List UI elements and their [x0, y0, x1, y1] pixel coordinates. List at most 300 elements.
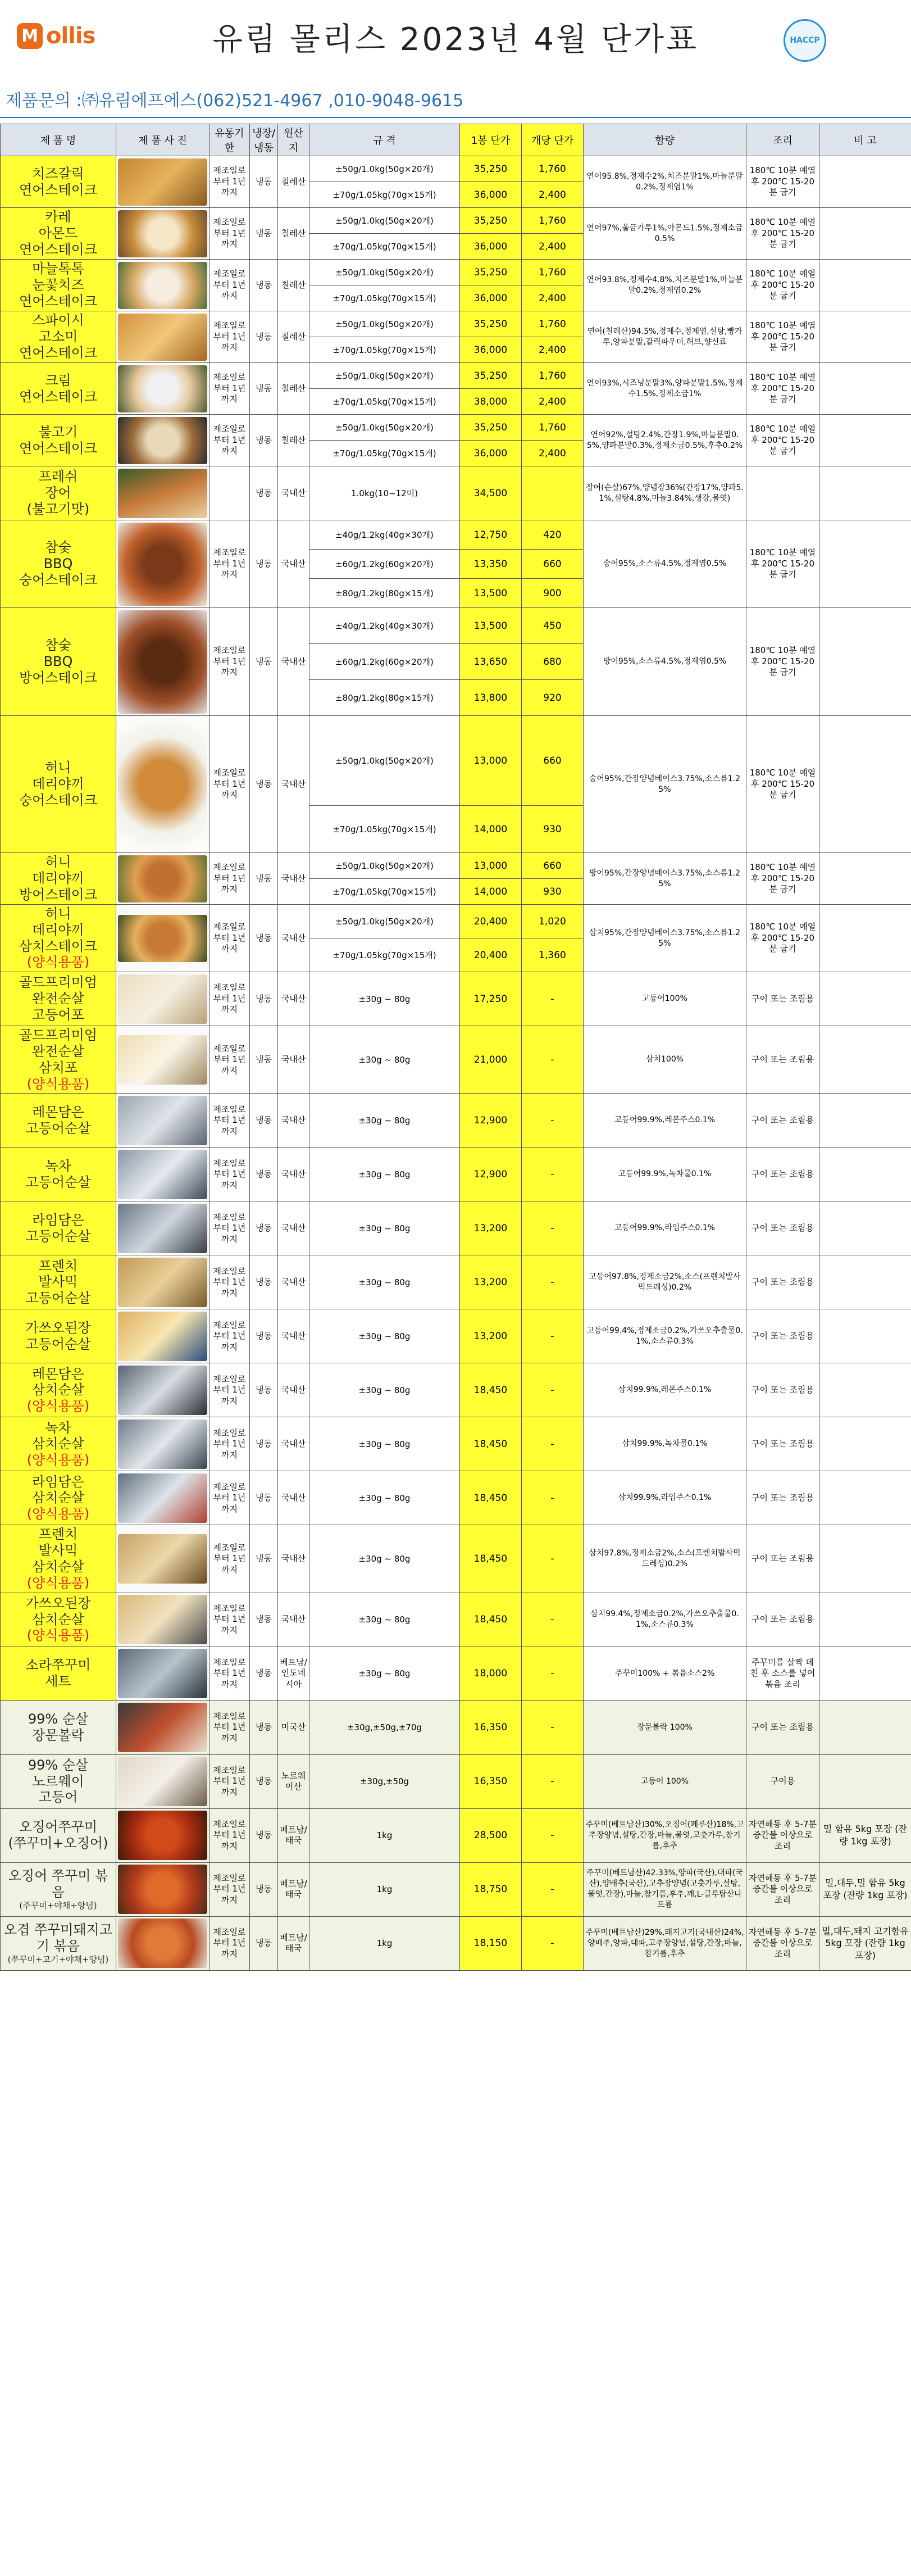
ingredients-cell: 연어95.8%,정제수2%,치즈분말1%,마늘분말0.2%,정제염1% — [584, 156, 746, 208]
storage-cell: 냉동 — [250, 1094, 278, 1148]
bag-price-cell: 13,500 — [460, 608, 522, 644]
storage-cell: 냉동 — [250, 520, 278, 608]
bag-price-cell: 35,250 — [460, 363, 522, 389]
table-row — [1, 260, 911, 285]
spec-cell: ±50g/1.0kg(50g×20개) — [309, 260, 460, 285]
spec-cell: ±30g ~ 80g — [309, 1525, 460, 1593]
product-photo-cell — [116, 1862, 209, 1916]
product-name-cell — [1, 853, 116, 905]
table-row — [1, 1026, 911, 1094]
col-header-photo: 제 품 사 진 — [116, 124, 209, 156]
product-photo — [118, 365, 207, 412]
ingredients-cell: 삼치99.9%,레몬주스0.1% — [584, 1363, 746, 1417]
shelf-life-cell: 제조일로 부터 1년 까지 — [209, 1916, 250, 1970]
table-row — [1, 1754, 911, 1808]
cooking-cell: 구이 또는 조림용 — [746, 1026, 819, 1094]
product-name: 참숯 BBQ 방어스테이크 — [19, 637, 98, 686]
cooking-cell: 자연해동 후 5-7분 중간불 이상으로 조리 — [746, 1916, 819, 1970]
note-cell — [819, 1026, 911, 1094]
spec-cell: ±30g,±50g — [309, 1754, 460, 1808]
ingredients-cell: 연어92%,설탕2.4%,간장1.9%,마늘분말0.5%,양파분말0.3%,정제소금0.5%,후추0.2% — [584, 415, 746, 466]
ingredients-cell: 주꾸미(베트남산)29%,돼지고기(국내산)24%,양배추,양파,대파,고추장양념,설탕,간장,마늘,참기름,후추 — [584, 1916, 746, 1970]
product-photo — [118, 1096, 207, 1145]
spec-cell: ±30g ~ 80g — [309, 1417, 460, 1471]
cooking-cell: 180℃ 10분 예열 후 200℃ 15-20분 굽기 — [746, 363, 819, 415]
unit-price-cell: 2,400 — [522, 182, 584, 208]
origin-cell: 국내산 — [278, 1417, 309, 1471]
unit-price-cell: 1,020 — [522, 905, 584, 938]
ingredients-cell: 삼치100% — [584, 1026, 746, 1094]
shelf-life-cell: 제조일로 부터 1년 까지 — [209, 1754, 250, 1808]
cooking-cell: 구이용 — [746, 1754, 819, 1808]
ingredients-cell: 장어(순살)67%,양념장36%(간장17%,양파5.1%,설탕4.8%,마늘3.84%,생강,물엿) — [584, 466, 746, 520]
spec-cell: ±70g/1.05kg(70g×15개) — [309, 938, 460, 972]
shelf-life-cell: 제조일로 부터 1년 까지 — [209, 260, 250, 311]
origin-cell: 국내산 — [278, 1363, 309, 1417]
shelf-life-cell: 제조일로 부터 1년 까지 — [209, 1862, 250, 1916]
cooking-cell: 구이 또는 조림용 — [746, 1309, 819, 1363]
unit-price-cell: 2,400 — [522, 285, 584, 311]
origin-cell: 국내산 — [278, 608, 309, 716]
product-name: 오징어쭈꾸미 (쭈꾸미+오징어) — [8, 1819, 108, 1852]
product-photo-cell — [116, 415, 209, 466]
unit-price-cell: 1,760 — [522, 363, 584, 389]
shelf-life-cell: 제조일로 부터 1년 까지 — [209, 208, 250, 260]
note-cell — [819, 466, 911, 520]
origin-cell: 국내산 — [278, 1309, 309, 1363]
spec-cell: ±50g/1.0kg(50g×20개) — [309, 905, 460, 938]
unit-price-cell: 1,760 — [522, 311, 584, 337]
shelf-life-cell — [209, 466, 250, 520]
product-name: 치즈갈릭 연어스테이크 — [19, 165, 98, 198]
cooking-cell: 180℃ 10분 예열 후 200℃ 15-20분 굽기 — [746, 905, 819, 972]
product-subtitle: (양식용품) — [26, 954, 90, 970]
table-row — [1, 363, 911, 389]
product-name-cell — [1, 1201, 116, 1255]
product-photo-cell — [116, 1525, 209, 1593]
storage-cell: 냉동 — [250, 156, 278, 208]
spec-cell: ±50g/1.0kg(50g×20개) — [309, 716, 460, 806]
note-cell — [819, 208, 911, 260]
product-photo-cell — [116, 1148, 209, 1201]
bag-price-cell: 18,450 — [460, 1471, 522, 1525]
table-row — [1, 1309, 911, 1363]
ingredients-cell: 연어93%,시즈닝분말3%,양파분말1.5%,정제수1.5%,정제소금1% — [584, 363, 746, 415]
bag-price-cell: 18,450 — [460, 1363, 522, 1417]
unit-price-cell: - — [522, 1754, 584, 1808]
shelf-life-cell: 제조일로 부터 1년 까지 — [209, 415, 250, 466]
origin-cell: 베트남/인도네시아 — [278, 1647, 309, 1700]
product-name: 오징어 쭈꾸미 볶음 — [8, 1868, 108, 1901]
product-name: 마늘톡톡 눈꽃치즈 연어스테이크 — [19, 261, 98, 309]
product-photo — [118, 469, 207, 518]
product-name-cell — [1, 363, 116, 415]
product-photo — [118, 718, 207, 851]
bag-price-cell: 20,400 — [460, 905, 522, 938]
spec-cell: ±80g/1.2kg(80g×15개) — [309, 579, 460, 608]
note-cell — [819, 1148, 911, 1201]
product-name: 99% 순살 노르웨이 고등어 — [28, 1757, 89, 1806]
spec-cell: ±40g/1.2kg(40g×30개) — [309, 520, 460, 550]
bag-price-cell: 18,450 — [460, 1417, 522, 1471]
product-photo — [118, 855, 207, 902]
spec-cell: ±60g/1.2kg(60g×20개) — [309, 550, 460, 579]
bag-price-cell: 12,900 — [460, 1148, 522, 1201]
ingredients-cell: 삼치99.4%,정제소금0.2%,가쓰오추출물0.1%,소스류0.3% — [584, 1593, 746, 1647]
cooking-cell: 구이 또는 조림용 — [746, 1363, 819, 1417]
bag-price-cell: 21,000 — [460, 1026, 522, 1094]
origin-cell: 칠레산 — [278, 156, 309, 208]
spec-cell: 1kg — [309, 1916, 460, 1970]
unit-price-cell: 2,400 — [522, 441, 584, 466]
ingredients-cell: 고등어99.9%,녹차물0.1% — [584, 1148, 746, 1201]
ingredients-cell: 주꾸미100% + 볶음소스2% — [584, 1647, 746, 1700]
product-name: 레몬담은 고등어순살 — [25, 1104, 91, 1136]
table-row — [1, 716, 911, 806]
storage-cell: 냉동 — [250, 1255, 278, 1309]
storage-cell: 냉동 — [250, 1471, 278, 1525]
product-name-cell — [1, 972, 116, 1026]
product-photo-cell — [116, 1201, 209, 1255]
unit-price-cell: - — [522, 1363, 584, 1417]
unit-price-cell: 450 — [522, 608, 584, 644]
bag-price-cell: 18,750 — [460, 1862, 522, 1916]
cooking-cell: 구이 또는 조림용 — [746, 972, 819, 1026]
spec-cell: ±70g/1.05kg(70g×15개) — [309, 389, 460, 415]
table-row — [1, 1255, 911, 1309]
bag-price-cell: 35,250 — [460, 415, 522, 441]
divider — [0, 117, 911, 118]
product-name-detail: (주꾸미+야채+양념) — [19, 1900, 97, 1911]
logo-text: ollis — [46, 23, 95, 49]
product-name: 오겹 쭈꾸미돼지고기 볶음 — [3, 1922, 113, 1954]
bag-price-cell: 35,250 — [460, 208, 522, 234]
note-cell — [819, 1647, 911, 1700]
bag-price-cell: 16,350 — [460, 1700, 522, 1754]
shelf-life-cell: 제조일로 부터 1년 까지 — [209, 1417, 250, 1471]
product-name: 녹차 고등어순살 — [25, 1158, 91, 1190]
unit-price-cell: - — [522, 1255, 584, 1309]
ingredients-cell: 고등어99.9%,레몬주스0.1% — [584, 1094, 746, 1148]
origin-cell: 칠레산 — [278, 311, 309, 363]
spec-cell: ±30g ~ 80g — [309, 1094, 460, 1148]
table-row — [1, 972, 911, 1026]
col-header-spec: 규 격 — [309, 124, 460, 156]
shelf-life-cell: 제조일로 부터 1년 까지 — [209, 156, 250, 208]
cooking-cell: 구이 또는 조림용 — [746, 1201, 819, 1255]
origin-cell: 국내산 — [278, 905, 309, 972]
haccp-badge-icon: HACCP — [784, 19, 826, 62]
bag-price-cell: 28,500 — [460, 1808, 522, 1862]
table-row — [1, 1862, 911, 1916]
unit-price-cell: 1,760 — [522, 156, 584, 182]
note-cell — [819, 260, 911, 311]
bag-price-cell: 18,450 — [460, 1593, 522, 1647]
product-name: 참숯 BBQ 숭어스테이크 — [19, 539, 98, 588]
table-row — [1, 1148, 911, 1201]
unit-price-cell: - — [522, 1700, 584, 1754]
shelf-life-cell: 제조일로 부터 1년 까지 — [209, 363, 250, 415]
table-row — [1, 1525, 911, 1593]
product-name-cell — [1, 1094, 116, 1148]
note-cell — [819, 1700, 911, 1754]
bag-price-cell: 13,350 — [460, 550, 522, 579]
unit-price-cell: 930 — [522, 879, 584, 905]
product-name-cell — [1, 1916, 116, 1970]
product-name: 프렌치 발사믹 삼치순살 — [32, 1526, 84, 1575]
product-photo — [118, 523, 207, 606]
product-photo — [118, 1811, 207, 1860]
product-name: 소라쭈꾸미 세트 — [25, 1657, 91, 1690]
origin-cell: 국내산 — [278, 1026, 309, 1094]
origin-cell: 미국산 — [278, 1700, 309, 1754]
product-name: 불고기 연어스테이크 — [19, 424, 98, 456]
spec-cell: 1.0kg(10~12미) — [309, 466, 460, 520]
spec-cell: 1kg — [309, 1862, 460, 1916]
product-photo-cell — [116, 1471, 209, 1525]
product-name-cell — [1, 1148, 116, 1201]
spec-cell: ±50g/1.0kg(50g×20개) — [309, 208, 460, 234]
spec-cell: ±50g/1.0kg(50g×20개) — [309, 853, 460, 879]
shelf-life-cell: 제조일로 부터 1년 까지 — [209, 311, 250, 363]
product-photo — [118, 1258, 207, 1307]
cooking-cell: 구이 또는 조림용 — [746, 1593, 819, 1647]
product-photo-cell — [116, 1363, 209, 1417]
product-photo-cell — [116, 853, 209, 905]
product-name-cell — [1, 1808, 116, 1862]
spec-cell: ±30g ~ 80g — [309, 1201, 460, 1255]
table-row — [1, 1808, 911, 1862]
product-photo-cell — [116, 1700, 209, 1754]
bag-price-cell: 34,500 — [460, 466, 522, 520]
product-name-cell — [1, 260, 116, 311]
note-cell — [819, 1417, 911, 1471]
unit-price-cell — [522, 466, 584, 520]
product-photo-cell — [116, 905, 209, 972]
ingredients-cell: 고등어99.4%,정제소금0.2%,가쓰오추출물0.1%,소스류0.3% — [584, 1309, 746, 1363]
unit-price-cell: 930 — [522, 806, 584, 853]
product-photo-cell — [116, 608, 209, 716]
bag-price-cell: 13,200 — [460, 1255, 522, 1309]
ingredients-cell: 연어93.8%,정제수4.8%,치즈분말1%,마늘분말0.2%,정제염0.2% — [584, 260, 746, 311]
spec-cell: ±70g/1.05kg(70g×15개) — [309, 285, 460, 311]
table-row — [1, 311, 911, 337]
product-name: 허니 데리야끼 삼치스테이크 — [19, 906, 98, 954]
bag-price-cell: 18,450 — [460, 1525, 522, 1593]
col-header-ingredients: 함량 — [584, 124, 746, 156]
product-photo — [118, 1703, 207, 1752]
product-name-cell — [1, 716, 116, 853]
unit-price-cell: 1,760 — [522, 208, 584, 234]
table-row — [1, 1916, 911, 1970]
shelf-life-cell: 제조일로 부터 1년 까지 — [209, 1700, 250, 1754]
storage-cell: 냉동 — [250, 1700, 278, 1754]
shelf-life-cell: 제조일로 부터 1년 까지 — [209, 1525, 250, 1593]
cooking-cell: 구이 또는 조림용 — [746, 1525, 819, 1593]
ingredients-cell: 삼치99.9%,녹차물0.1% — [584, 1417, 746, 1471]
product-photo-cell — [116, 1309, 209, 1363]
unit-price-cell: 2,400 — [522, 389, 584, 415]
page-title: 유림 몰리스 2023년 4월 단가표 — [212, 21, 699, 58]
table-row — [1, 1700, 911, 1754]
note-cell — [819, 716, 911, 853]
bag-price-cell: 36,000 — [460, 285, 522, 311]
storage-cell: 냉동 — [250, 1417, 278, 1471]
product-subtitle: (양식용품) — [26, 1575, 90, 1591]
product-photo — [118, 1312, 207, 1361]
shelf-life-cell: 제조일로 부터 1년 까지 — [209, 1094, 250, 1148]
note-cell — [819, 1201, 911, 1255]
col-header-note: 비 고 — [819, 124, 911, 156]
storage-cell: 냉동 — [250, 1808, 278, 1862]
unit-price-cell: - — [522, 1417, 584, 1471]
spec-cell: ±50g/1.0kg(50g×20개) — [309, 311, 460, 337]
ingredients-cell: 방어95%,간장양념베이스3.75%,소스류1.25% — [584, 853, 746, 905]
unit-price-cell: 420 — [522, 520, 584, 550]
col-header-origin: 원산지 — [278, 124, 309, 156]
product-name: 허니 데리야끼 방어스테이크 — [19, 854, 98, 902]
cooking-cell: 180℃ 10분 예열 후 200℃ 15-20분 굽기 — [746, 415, 819, 466]
cooking-cell: 주꾸미를 살짝 데친 후 소스를 넣어 볶음 조리 — [746, 1647, 819, 1700]
ingredients-cell: 방어95%,소스류4.5%,정제염0.5% — [584, 608, 746, 716]
note-cell — [819, 1363, 911, 1417]
table-row — [1, 156, 911, 182]
product-photo — [118, 417, 207, 464]
unit-price-cell: 660 — [522, 550, 584, 579]
unit-price-cell: - — [522, 1094, 584, 1148]
shelf-life-cell: 제조일로 부터 1년 까지 — [209, 1647, 250, 1700]
bag-price-cell: 35,250 — [460, 311, 522, 337]
product-name: 골드프리미엄 완전순살 삼치포 — [19, 1027, 98, 1076]
origin-cell: 칠레산 — [278, 363, 309, 415]
unit-price-cell: - — [522, 1808, 584, 1862]
origin-cell: 칠레산 — [278, 260, 309, 311]
note-cell — [819, 608, 911, 716]
shelf-life-cell: 제조일로 부터 1년 까지 — [209, 1255, 250, 1309]
header — [0, 0, 911, 79]
product-photo — [118, 210, 207, 257]
shelf-life-cell: 제조일로 부터 1년 까지 — [209, 1026, 250, 1094]
ingredients-cell: 삼치97.8%,정제소금2%,소스(프렌치발사믹드레싱)0.2% — [584, 1525, 746, 1593]
bag-price-cell: 18,150 — [460, 1916, 522, 1970]
bag-price-cell: 12,750 — [460, 520, 522, 550]
ingredients-cell: 장문볼락 100% — [584, 1700, 746, 1754]
product-photo — [118, 1473, 207, 1523]
product-photo-cell — [116, 1417, 209, 1471]
spec-cell: ±70g/1.05kg(70g×15개) — [309, 879, 460, 905]
storage-cell: 냉동 — [250, 905, 278, 972]
storage-cell: 냉동 — [250, 1363, 278, 1417]
cooking-cell: 구이 또는 조림용 — [746, 1417, 819, 1471]
product-name: 크림 연어스테이크 — [19, 372, 98, 405]
product-photo-cell — [116, 1808, 209, 1862]
spec-cell: ±40g/1.2kg(40g×30개) — [309, 608, 460, 644]
note-cell: 밀,대두,밀 함유 5kg 포장 (잔량 1kg 포장) — [819, 1862, 911, 1916]
ingredients-cell: 고등어99.9%,라임주스0.1% — [584, 1201, 746, 1255]
bag-price-cell: 35,250 — [460, 156, 522, 182]
table-row — [1, 1647, 911, 1700]
cooking-cell: 180℃ 10분 예열 후 200℃ 15-20분 굽기 — [746, 716, 819, 853]
unit-price-cell: 1,760 — [522, 415, 584, 441]
shelf-life-cell: 제조일로 부터 1년 까지 — [209, 608, 250, 716]
product-name: 라임담은 삼치순살 — [32, 1473, 84, 1506]
product-photo-cell — [116, 520, 209, 608]
bag-price-cell: 13,200 — [460, 1201, 522, 1255]
col-header-shelf-life: 유통기한 — [209, 124, 250, 156]
bag-price-cell: 36,000 — [460, 441, 522, 466]
unit-price-cell: - — [522, 1525, 584, 1593]
col-header-unit-price: 개당 단가 — [522, 124, 584, 156]
spec-cell: ±30g ~ 80g — [309, 1471, 460, 1525]
col-header-bag-price: 1봉 단가 — [460, 124, 522, 156]
product-subtitle: (양식용품) — [26, 1627, 90, 1644]
product-name: 가쓰오된장 고등어순살 — [25, 1320, 91, 1352]
table-row — [1, 1363, 911, 1417]
bag-price-cell: 13,650 — [460, 644, 522, 680]
note-cell — [819, 1593, 911, 1647]
spec-cell: ±30g ~ 80g — [309, 1255, 460, 1309]
spec-cell: ±30g ~ 80g — [309, 1026, 460, 1094]
ingredients-cell: 고등어 100% — [584, 1754, 746, 1808]
shelf-life-cell: 제조일로 부터 1년 까지 — [209, 520, 250, 608]
unit-price-cell: - — [522, 1309, 584, 1363]
origin-cell: 베트남/태국 — [278, 1808, 309, 1862]
product-photo — [118, 1865, 207, 1914]
product-subtitle: (양식용품) — [26, 1506, 90, 1522]
product-name: 골드프리미엄 완전순살 고등어포 — [19, 974, 98, 1023]
table-row — [1, 208, 911, 234]
table-row — [1, 1201, 911, 1255]
product-name: 허니 데리야끼 숭어스테이크 — [19, 760, 98, 808]
product-photo-cell — [116, 466, 209, 520]
bag-price-cell: 14,000 — [460, 879, 522, 905]
bag-price-cell: 18,000 — [460, 1647, 522, 1700]
unit-price-cell: 2,400 — [522, 337, 584, 363]
col-header-cooking: 조리 — [746, 124, 819, 156]
storage-cell: 냉동 — [250, 260, 278, 311]
bag-price-cell: 20,400 — [460, 938, 522, 972]
cooking-cell: 180℃ 10분 예열 후 200℃ 15-20분 굽기 — [746, 311, 819, 363]
product-photo-cell — [116, 1647, 209, 1700]
unit-price-cell: - — [522, 1148, 584, 1201]
unit-price-cell: 900 — [522, 579, 584, 608]
unit-price-cell: - — [522, 1201, 584, 1255]
origin-cell: 국내산 — [278, 1471, 309, 1525]
table-row — [1, 1094, 911, 1148]
product-name: 99% 순살 장문볼락 — [28, 1711, 89, 1744]
storage-cell: 냉동 — [250, 1862, 278, 1916]
product-photo-cell — [116, 1754, 209, 1808]
ingredients-cell: 연어97%,울금가루1%,아몬드1.5%,정제소금0.5% — [584, 208, 746, 260]
spec-cell: ±30g ~ 80g — [309, 1593, 460, 1647]
product-name-detail: (쭈꾸미+고기+야채+양념) — [7, 1954, 109, 1965]
spec-cell: ±80g/1.2kg(80g×15개) — [309, 680, 460, 716]
origin-cell: 국내산 — [278, 520, 309, 608]
note-cell: 밀 함유 5kg 포장 (잔량 1kg 포장) — [819, 1808, 911, 1862]
unit-price-cell: - — [522, 972, 584, 1026]
bag-price-cell: 13,000 — [460, 716, 522, 806]
origin-cell: 국내산 — [278, 466, 309, 520]
product-name-cell — [1, 520, 116, 608]
product-name: 스파이시 고소미 연어스테이크 — [19, 312, 98, 361]
spec-cell: ±70g/1.05kg(70g×15개) — [309, 441, 460, 466]
spec-cell: ±30g ~ 80g — [309, 1148, 460, 1201]
spec-cell: ±70g/1.05kg(70g×15개) — [309, 806, 460, 853]
origin-cell: 국내산 — [278, 716, 309, 853]
storage-cell: 냉동 — [250, 972, 278, 1026]
table-row — [1, 466, 911, 520]
product-name-cell — [1, 1026, 116, 1094]
